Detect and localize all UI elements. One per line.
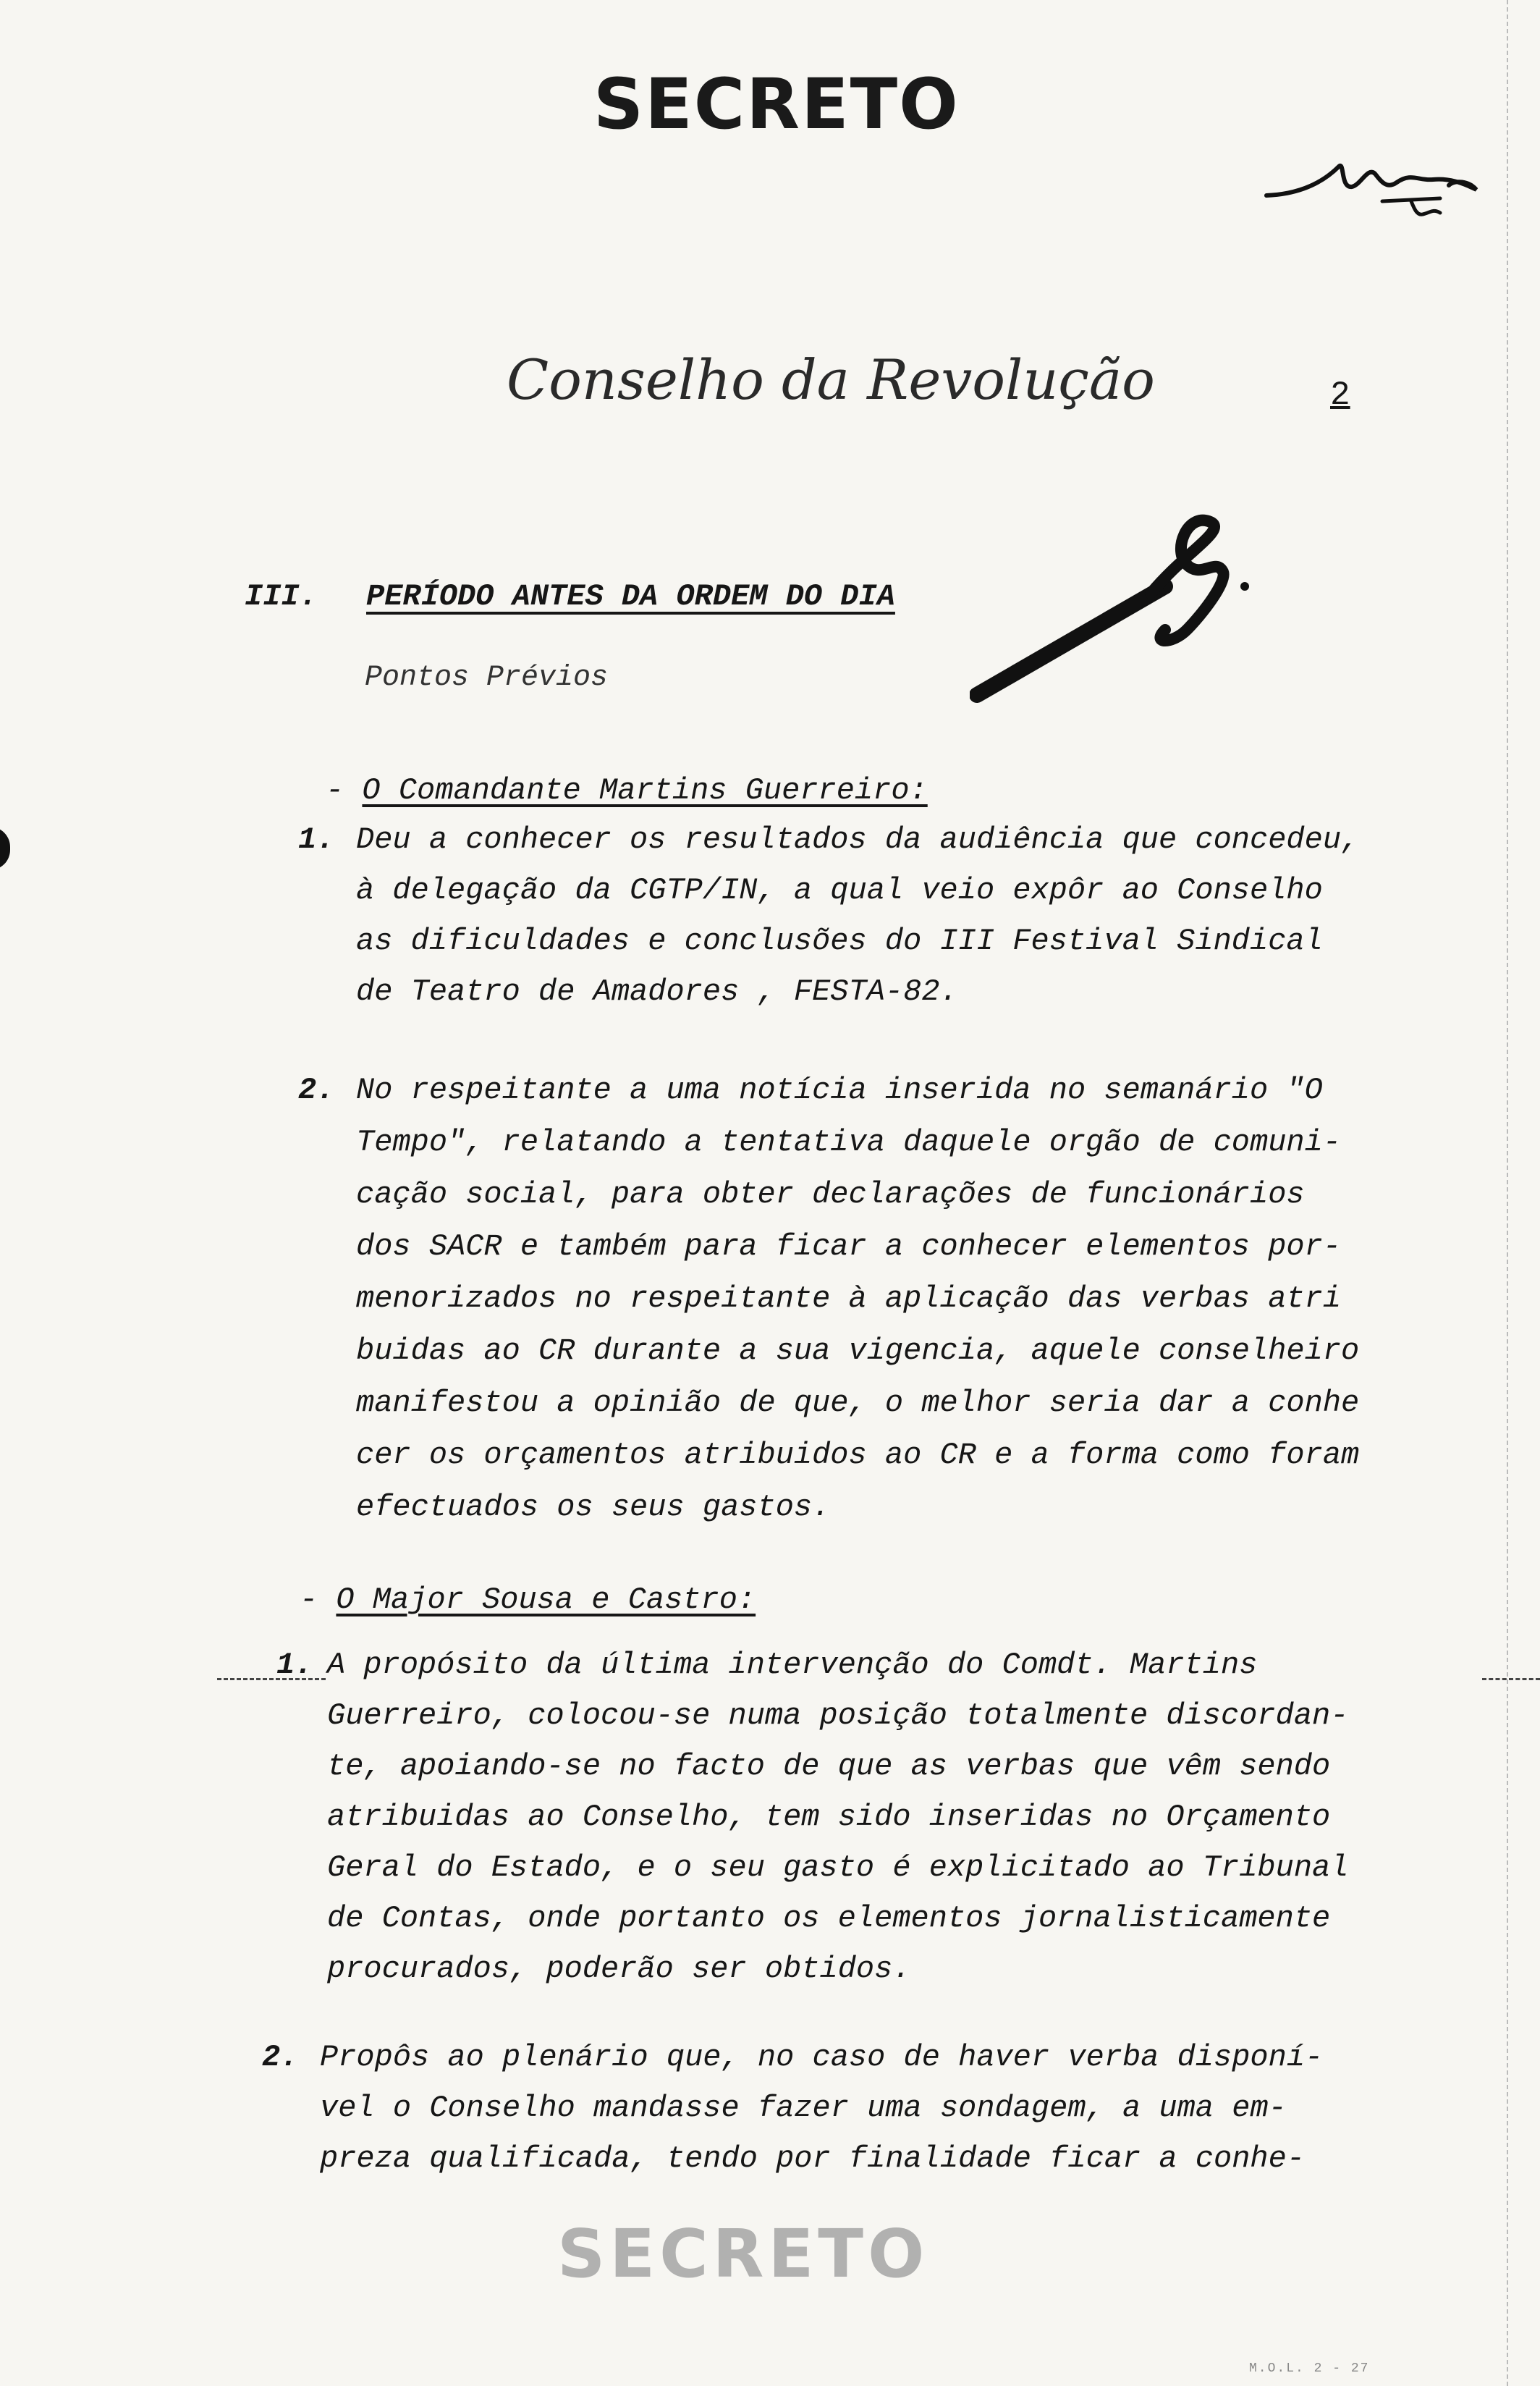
paragraph-line: cação social, para obter declarações de funcionários (356, 1177, 1305, 1212)
paragraph-line: Tempo", relatando a tentativa daquele orgão de comuni- (356, 1125, 1342, 1160)
paragraph-line: de Teatro de Amadores , FESTA-82. (356, 974, 958, 1009)
paragraph-line: Geral do Estado, e o seu gasto é explicitado ao Tribunal (327, 1850, 1349, 1885)
paragraph-line: atribuidas ao Conselho, tem sido inseridas no Orçamento (327, 1800, 1331, 1834)
paragraph-number: 2. (298, 1073, 335, 1108)
classification-stamp-bottom: SECRETO (557, 2215, 929, 2293)
paragraph-line: efectuados os seus gastos. (356, 1490, 831, 1525)
speaker-prefix: - (300, 1582, 337, 1617)
paragraph-line: Propôs ao plenário que, no caso de haver verba disponí- (320, 2040, 1324, 2075)
classification-stamp-top: SECRETO (593, 64, 960, 145)
paragraph-number: 2. (262, 2040, 299, 2075)
paragraph-line: manifestou a opinião de que, o melhor seria dar a conhe (356, 1386, 1360, 1420)
initials-signature (1259, 152, 1498, 246)
subheading: Pontos Prévios (365, 662, 609, 694)
paragraph-line: Deu a conhecer os resultados da audiência que concedeu, (356, 822, 1360, 857)
paragraph-line: de Contas, onde portanto os elementos jornalisticamente (327, 1901, 1331, 1936)
paragraph-line: dos SACR e também para ficar a conhecer elementos por- (356, 1229, 1342, 1264)
paragraph-line: vel o Conselho mandasse fazer uma sondagem, a uma em- (320, 2091, 1287, 2125)
paragraph-number: 1. (276, 1648, 313, 1682)
punch-hole (0, 827, 10, 870)
paragraph-line: A propósito da última intervenção do Comdt. Martins (327, 1648, 1258, 1682)
paragraph-line: as dificuldades e conclusões do III Festival Sindical (356, 924, 1323, 958)
speaker-heading (326, 773, 928, 808)
page-edge-line (1507, 0, 1508, 2386)
paragraph-line: à delegação da CGTP/IN, a qual veio expôr ao Conselho (356, 873, 1323, 908)
paragraph-line: menorizados no respeitante à aplicação das verbas atri (356, 1281, 1342, 1316)
section-title: PERÍODO ANTES DA ORDEM DO DIA (366, 579, 895, 614)
letterhead: Conselho da Revolução (507, 347, 1155, 412)
speaker-heading (300, 1582, 756, 1617)
handwritten-mark (970, 507, 1274, 709)
page-number: 2 (1330, 376, 1350, 414)
paragraph-line: Guerreiro, colocou-se numa posição totalmente discordan- (327, 1698, 1349, 1733)
paragraph-line: buidas ao CR durante a sua vigencia, aquele conselheiro (356, 1333, 1360, 1368)
section-number: III. (245, 579, 318, 614)
paragraph-line: No respeitante a uma notícia inserida no semanário "O (356, 1073, 1323, 1108)
paragraph-line: cer os orçamentos atribuidos ao CR e a forma como foram (356, 1438, 1360, 1472)
speaker-name: O Major Sousa e Castro: (336, 1582, 756, 1617)
speaker-name: O Comandante Martins Guerreiro: (362, 773, 928, 808)
paragraph-number: 1. (298, 822, 335, 857)
margin-dash-right (1482, 1678, 1540, 1680)
paragraph-line: preza qualificada, tendo por finalidade ficar a conhe- (320, 2141, 1306, 2176)
footer-code: M.O.L. 2 - 27 (1249, 2361, 1370, 2376)
paragraph-line: procurados, poderão ser obtidos. (327, 1952, 911, 1986)
speaker-prefix: - (326, 773, 363, 808)
paragraph-line: te, apoiando-se no facto de que as verbas que vêm sendo (327, 1749, 1331, 1784)
